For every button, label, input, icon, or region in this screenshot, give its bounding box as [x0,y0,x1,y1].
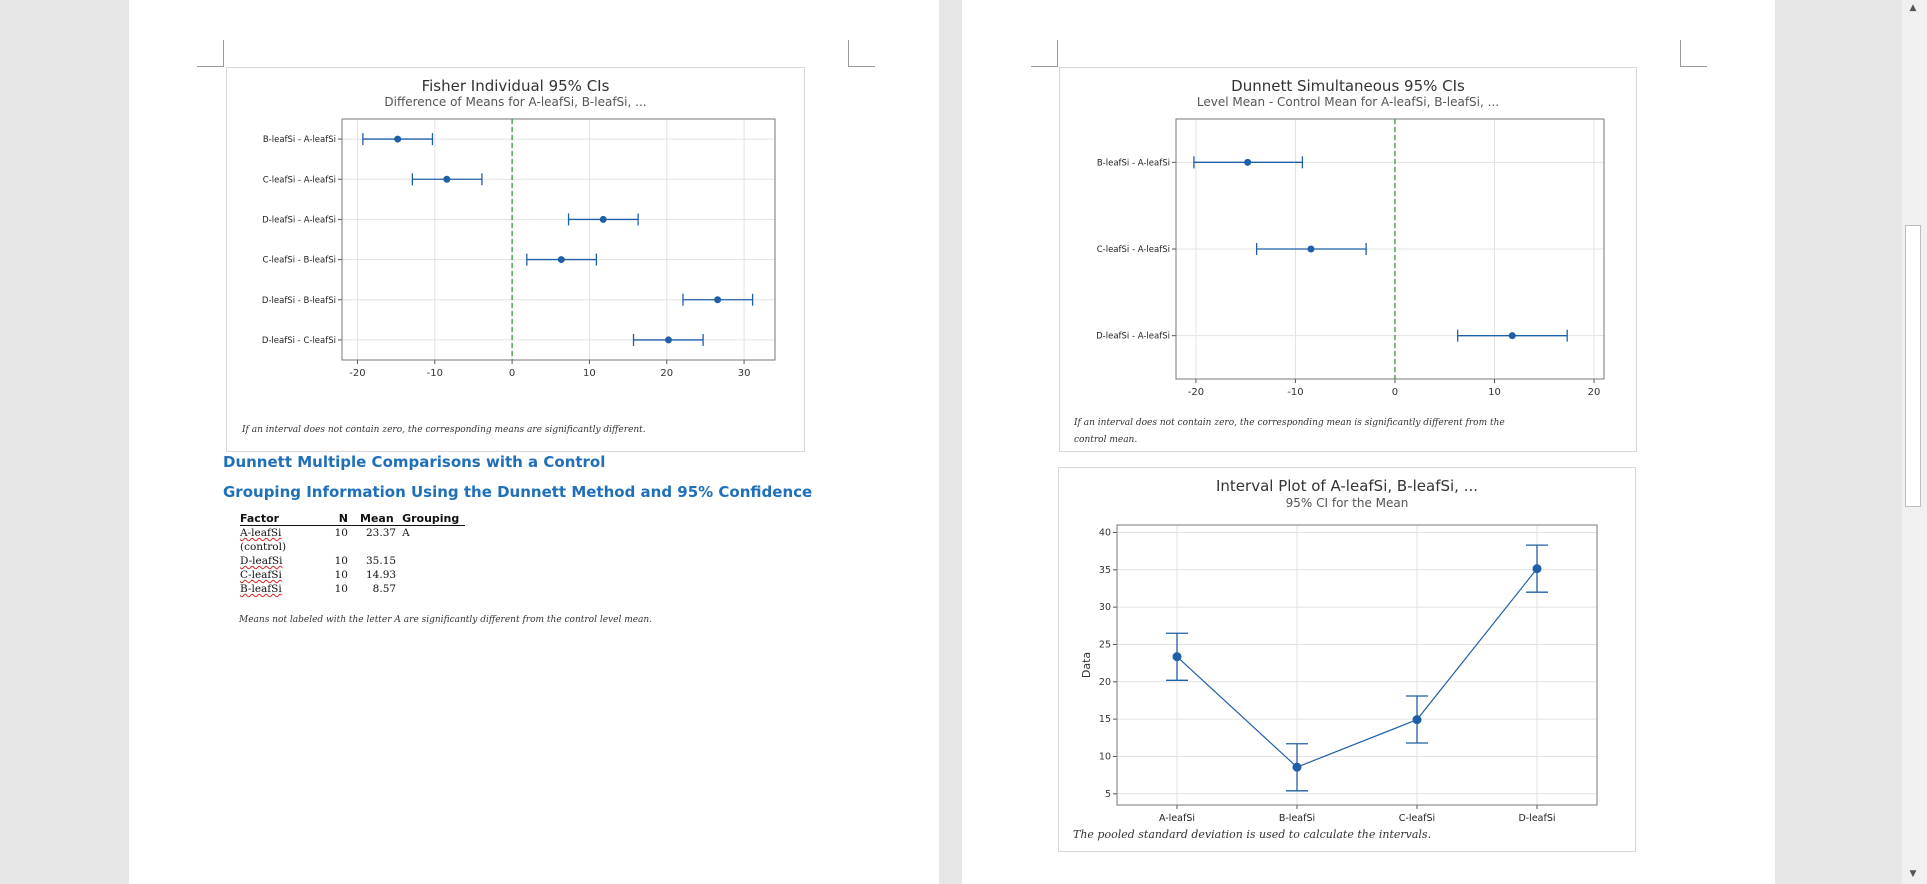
table-row [240,526,465,555]
grouping-heading: Grouping Information Using the Dunnett Method and 95% Confidence [223,483,813,501]
col-grouping: Grouping [402,512,465,526]
fisher-plot [227,113,804,443]
y-tick-label: 5 [1104,788,1111,800]
factor-cell: C-leafSi [240,569,282,581]
x-tick-label: -20 [1187,387,1205,398]
fisher-subtitle: Difference of Means for A-leafSi, B-leafSi, ... [384,95,647,109]
x-tick-label: A-leafSi [1158,813,1196,824]
crop-mark [1031,40,1058,67]
y-tick-label: 20 [1098,676,1111,688]
estimate-point [1244,159,1251,166]
x-tick-label: -10 [426,368,443,379]
grouping-table [240,512,465,596]
y-tick-label: 15 [1098,714,1111,726]
factor-note: (control) [240,541,287,553]
x-tick-label: 0 [508,368,516,379]
dunnett-graph[interactable] [1059,67,1637,452]
fisher-graph[interactable] [226,67,805,452]
interval-graph[interactable] [1058,467,1636,852]
col-mean: Mean [354,512,402,526]
mean-cell: 35.15 [366,555,397,567]
n-cell: 10 [334,583,348,595]
mean-cell: 23.37 [366,527,397,539]
mean-connect-line [1177,569,1537,767]
mean-point [1293,763,1302,772]
fisher-title: Fisher Individual 95% CIs [421,77,610,95]
x-tick-label: 20 [660,368,674,379]
y-tick-label: 40 [1098,527,1111,539]
x-tick-label: 20 [1587,387,1601,398]
scroll-thumb[interactable] [1905,225,1921,507]
category-label: D-leafSi - C-leafSi [261,335,336,346]
factor-cell: A-leafSi [240,527,282,539]
category-label: D-leafSi - B-leafSi [261,295,336,306]
col-n: N [334,512,354,526]
dunnett-subtitle: Level Mean - Control Mean for A-leafSi, B-leafSi, ... [1196,95,1500,109]
interval-footnote: The pooled standard deviation is used to calculate the intervals. [1073,828,1432,841]
n-cell: 10 [334,555,348,567]
grouping-cell [402,582,465,596]
crop-mark [197,40,224,67]
dunnett-plot [1060,113,1636,443]
fisher-footnote: If an interval does not contain zero, the corresponding means are significantly different. [242,425,646,435]
estimate-point [1509,332,1516,339]
estimate-point [1307,246,1314,253]
table-row [240,582,465,596]
y-tick-label: 25 [1098,639,1111,651]
col-factor: Factor [240,512,334,526]
scroll-up-icon[interactable]: ▲ [1909,3,1917,13]
plot-frame [1117,525,1597,805]
factor-cell: D-leafSi [240,555,283,567]
estimate-point [394,136,401,143]
y-tick-label: 10 [1098,751,1111,763]
grouping-cell [402,568,465,582]
x-tick-label: -10 [1287,387,1304,398]
y-tick-label: 30 [1098,602,1111,614]
x-tick-label: 10 [583,368,596,379]
x-tick-label: 10 [1488,387,1501,398]
grouping-table-header [240,512,465,526]
n-cell: 10 [334,569,348,581]
grouping-cell: A [402,527,410,539]
crop-mark [1680,40,1707,67]
grouping-footnote: Means not labeled with the letter A are significantly different from the control level mean. [239,615,653,625]
estimate-point [714,296,721,303]
mean-point [1413,715,1422,724]
mean-point [1173,652,1182,661]
table-row [240,568,465,582]
x-tick-label: 30 [737,368,751,379]
dunnett-title: Dunnett Simultaneous 95% CIs [1231,77,1465,95]
y-tick-label: 35 [1098,564,1111,576]
estimate-point [443,176,450,183]
x-tick-label: B-leafSi [1278,813,1316,824]
grouping-cell [402,554,465,568]
category-label: D-leafSi - A-leafSi [1096,331,1170,342]
table-row [240,554,465,568]
estimate-point [665,336,672,343]
interval-title: Interval Plot of A-leafSi, B-leafSi, ... [1215,477,1479,495]
estimate-point [558,256,565,263]
mean-cell: 14.93 [366,569,397,581]
dunnett-footnote [1074,415,1505,449]
x-tick-label: -20 [349,368,366,379]
category-label: B-leafSi - A-leafSi [1096,158,1170,169]
category-label: D-leafSi - A-leafSi [262,215,336,226]
x-tick-label: 0 [1391,387,1399,398]
dunnett-footnote-line2: control mean. [1074,435,1138,445]
factor-cell: B-leafSi [240,583,282,595]
category-label: C-leafSi - A-leafSi [262,175,336,186]
scroll-down-icon[interactable]: ▼ [1909,869,1917,879]
category-label: C-leafSi - A-leafSi [1096,245,1170,255]
category-label: C-leafSi - B-leafSi [262,255,336,266]
dunnett-footnote-line1: If an interval does not contain zero, the corresponding mean is significantly different from the [1074,418,1505,428]
crop-mark [848,40,875,67]
interval-subtitle: 95% CI for the Mean [1285,496,1409,510]
x-tick-label: C-leafSi [1398,813,1436,824]
category-label: B-leafSi - A-leafSi [262,135,336,146]
mean-cell: 8.57 [372,583,397,595]
x-tick-label: D-leafSi [1518,813,1556,824]
mean-point [1533,564,1542,573]
y-axis-label: Data [1080,651,1093,679]
interval-plot [1059,515,1635,824]
plot-frame [342,119,775,360]
n-cell: 10 [334,527,348,539]
dunnett-heading: Dunnett Multiple Comparisons with a Control [223,453,606,471]
estimate-point [600,216,607,223]
